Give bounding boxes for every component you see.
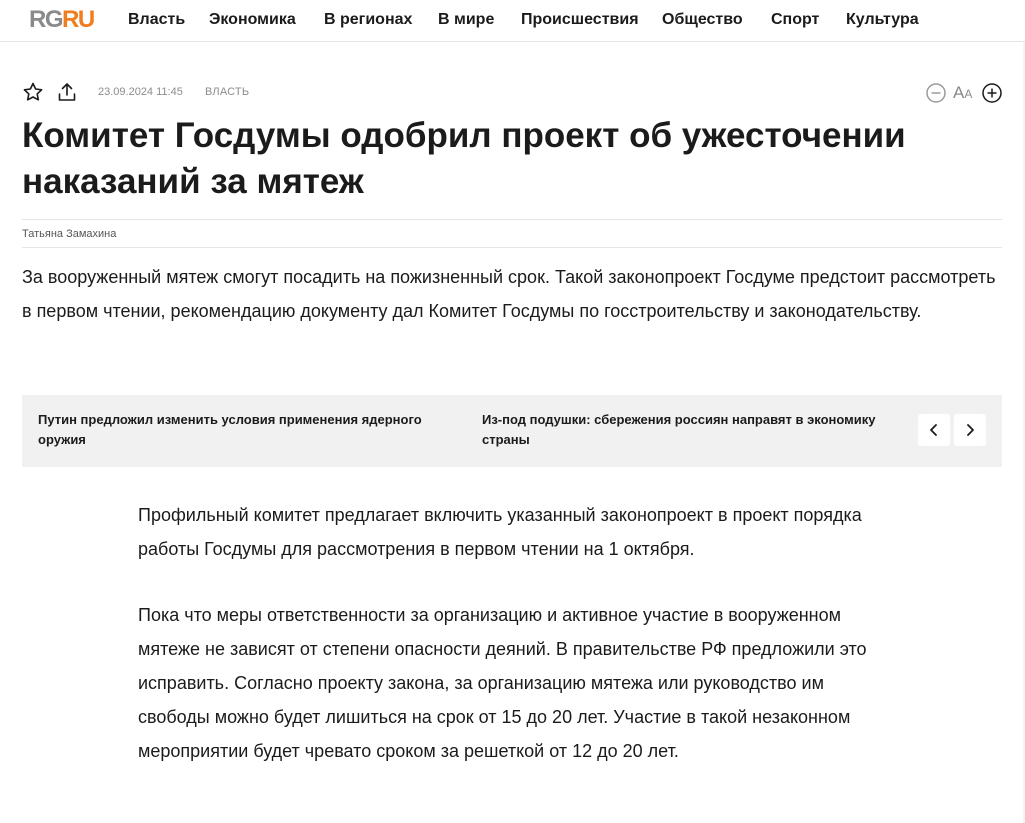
share-icon[interactable]: [56, 81, 78, 103]
author-bar: [22, 219, 1002, 248]
nav-item-v-mire[interactable]: В мире: [438, 11, 495, 28]
carousel-prev-button[interactable]: [918, 414, 950, 446]
nav-item-sport[interactable]: Спорт: [771, 11, 820, 28]
chevron-right-icon: [964, 423, 976, 437]
publish-date: 23.09.2024 11:45: [98, 86, 183, 98]
logo-ru: RU: [62, 6, 94, 33]
nav-item-kultura[interactable]: Культура: [846, 11, 919, 28]
nav-item-proisshestviya[interactable]: Происшествия: [521, 11, 639, 28]
article-paragraph: Профильный комитет предлагает включить указанный законопроект в проект порядка работы Госдумы для рассмотрения в первом чтении на 1 октября.: [138, 505, 862, 559]
nav-item-v-regionah[interactable]: В регионах: [324, 11, 413, 28]
font-size-label: [953, 83, 972, 103]
nav-item-vlast[interactable]: Власть: [128, 11, 186, 28]
top-navigation: [0, 0, 1025, 42]
minus-circle-icon[interactable]: [925, 82, 947, 109]
plus-circle-icon[interactable]: [981, 82, 1003, 109]
font-size-label-big: A: [953, 83, 965, 102]
article-title: Комитет Госдумы одобрил проект об ужесточении наказаний за мятеж: [22, 116, 906, 201]
chevron-left-icon: [928, 423, 940, 437]
related-news-carousel: [22, 395, 1002, 467]
article-body: [138, 498, 878, 800]
rubric-link[interactable]: ВЛАСТЬ: [205, 86, 250, 98]
font-size-label-small: A: [964, 87, 973, 101]
article-lead: За вооруженный мятеж смогут посадить на пожизненный срок. Такой законопроект Госдуме предстоит рассмотреть в первом чтении, рекомендацию документу дал Комитет Госдумы по госстроительству и законодательству.: [22, 267, 996, 321]
site-logo[interactable]: [29, 6, 94, 34]
nav-item-ekonomika[interactable]: Экономика: [209, 11, 296, 28]
author-link[interactable]: Татьяна Замахина: [22, 228, 117, 240]
article-paragraph: Пока что меры ответственности за организацию и активное участие в вооруженном мятеже не зависят от степени опасности деяний. В правительстве РФ предложили это исправить. Согласно проекту закона, за организацию мятежа или руководство им свободы можно будет лишиться на срок от 15 до 20 лет. Участие в такой незаконном мероприятии будет чревато сроком за решеткой от 12 до 20 лет.: [138, 605, 867, 761]
star-icon[interactable]: [22, 81, 44, 103]
carousel-next-button[interactable]: [954, 414, 986, 446]
related-news-item[interactable]: Путин предложил изменить условия применения ядерного оружия: [38, 412, 422, 447]
nav-item-obshchestvo[interactable]: Общество: [662, 11, 743, 28]
related-news-item[interactable]: Из-под подушки: сбережения россиян направят в экономику страны: [482, 412, 876, 447]
logo-rg: RG: [29, 6, 62, 33]
